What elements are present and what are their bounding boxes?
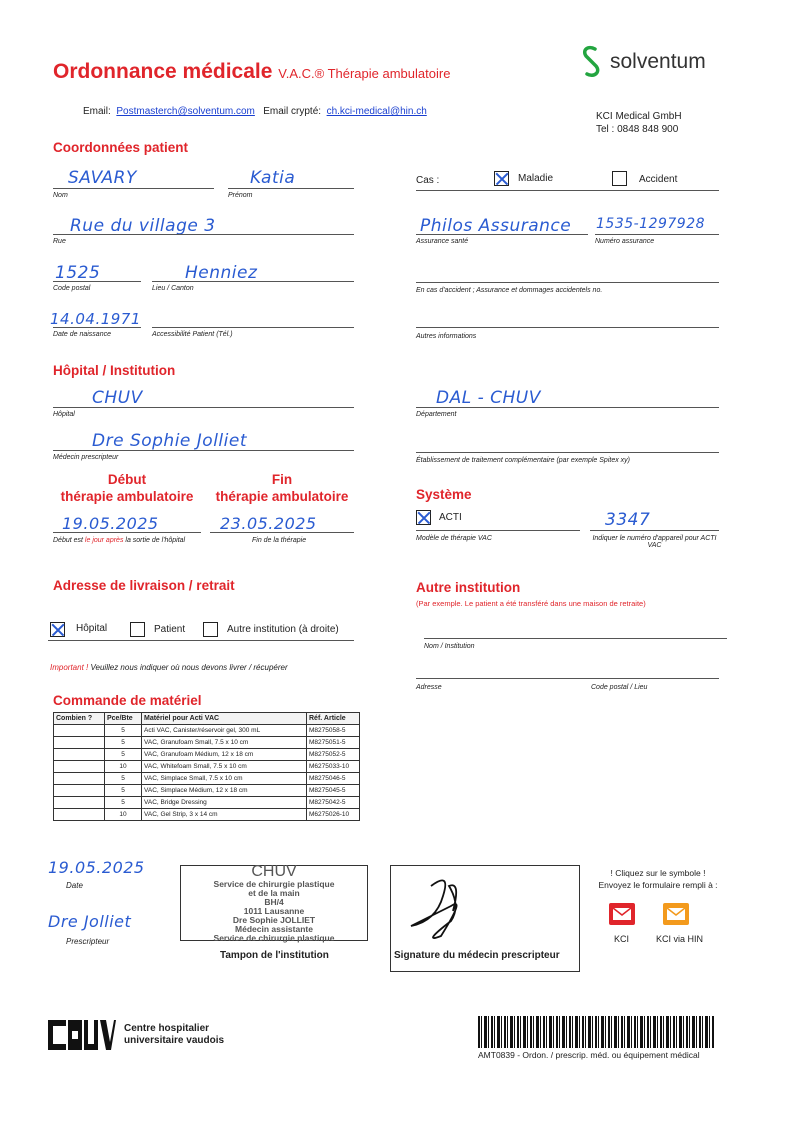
ref-cell: M8275046-5 bbox=[307, 773, 360, 785]
materiel-row bbox=[54, 749, 360, 761]
maladie-checkbox[interactable] bbox=[494, 171, 509, 186]
materiel-cell: VAC, Simplace Médium, 12 x 18 cm bbox=[142, 785, 307, 797]
materiel-row bbox=[54, 773, 360, 785]
pce-cell: 5 bbox=[105, 725, 142, 737]
fin-heading-l1: Fin bbox=[271, 472, 293, 487]
barcode bbox=[478, 1016, 714, 1048]
materiel-cell: VAC, Bridge Dressing bbox=[142, 797, 307, 809]
nom-value[interactable]: SAVARY bbox=[68, 168, 137, 188]
materiel-header-row bbox=[54, 713, 360, 725]
col-combien: Combien ? bbox=[54, 713, 105, 725]
prenom-value[interactable]: Katia bbox=[250, 168, 296, 188]
medecin-value[interactable]: Dre Sophie Jolliet bbox=[92, 431, 247, 451]
acti-label: ACTI bbox=[439, 512, 462, 523]
qty-cell[interactable] bbox=[54, 749, 105, 761]
materiel-table bbox=[53, 712, 360, 821]
rue-label: Rue bbox=[53, 238, 66, 245]
autre-inst-sub: (Par exemple. Le patient a été transféré dans une maison de retraite) bbox=[416, 599, 646, 608]
modele-label: Modèle de thérapie VAC bbox=[416, 535, 492, 542]
form-subtitle: V.A.C.® Thérapie ambulatoire bbox=[278, 66, 451, 81]
prenom-line bbox=[228, 188, 354, 189]
materiel-row bbox=[54, 737, 360, 749]
debut-note bbox=[53, 537, 185, 544]
send-instructions bbox=[592, 867, 724, 891]
stamp-line: CHUV bbox=[251, 863, 297, 880]
autre-inst-nom-label: Nom / Institution bbox=[424, 643, 475, 650]
autre-inst-adresse-label: Adresse bbox=[416, 684, 442, 691]
email-link[interactable]: Postmasterch@solventum.com bbox=[116, 106, 255, 117]
solventum-logo bbox=[578, 44, 706, 80]
materiel-cell: VAC, Simplace Small, 7.5 x 10 cm bbox=[142, 773, 307, 785]
assurance-value[interactable]: Philos Assurance bbox=[420, 216, 572, 236]
ref-cell: M6275033-10 bbox=[307, 761, 360, 773]
prescripteur-value[interactable]: Dre Jolliet bbox=[48, 912, 132, 931]
autre-inst-code-label: Code postal / Lieu bbox=[591, 684, 648, 691]
kci-label: KCI bbox=[614, 934, 630, 944]
nom-label: Nom bbox=[53, 192, 68, 199]
qty-cell[interactable] bbox=[54, 761, 105, 773]
hopital-heading: Hôpital / Institution bbox=[53, 363, 176, 378]
acti-checkbox[interactable] bbox=[416, 510, 431, 525]
debut-heading-l2: thérapie ambulatoire bbox=[60, 489, 194, 504]
livraison-note-text: Veuillez nous indiquer où nous devons livrer / récupérer bbox=[88, 663, 288, 672]
send-line2: Envoyez le formulaire rempli à : bbox=[598, 880, 718, 890]
livraison-heading: Adresse de livraison / retrait bbox=[53, 578, 235, 593]
livraison-autre-checkbox[interactable] bbox=[203, 622, 218, 637]
debut-heading-l1: Début bbox=[107, 472, 147, 487]
materiel-cell: VAC, Granufoam Médium, 12 x 18 cm bbox=[142, 749, 307, 761]
stamp-line: Service de chirurgie plastique bbox=[213, 879, 335, 889]
form-title bbox=[53, 60, 450, 84]
device-number-line bbox=[590, 530, 719, 531]
qty-cell[interactable] bbox=[54, 797, 105, 809]
access-line bbox=[152, 327, 354, 328]
autre-inst-adresse-line bbox=[416, 678, 719, 679]
autres-label: Autres informations bbox=[416, 333, 477, 340]
email-crypt-link[interactable]: ch.kci-medical@hin.ch bbox=[326, 106, 427, 117]
code-value[interactable]: 1525 bbox=[55, 263, 101, 283]
livraison-patient-label: Patient bbox=[154, 624, 186, 635]
departement-label: Département bbox=[416, 411, 457, 418]
kci-hin-mail-icon[interactable] bbox=[663, 903, 689, 925]
stamp-line: et de la main bbox=[248, 888, 300, 898]
accident-assurance-label: En cas d'accident ; Assurance et dommages accidentels no. bbox=[416, 287, 603, 294]
signature-date-label: Date bbox=[66, 881, 83, 890]
ref-cell: M8275051-5 bbox=[307, 737, 360, 749]
autres-line bbox=[416, 327, 719, 328]
solventum-logo-icon bbox=[578, 44, 604, 80]
naissance-line bbox=[53, 327, 141, 328]
company-tel: Tel : 0848 848 900 bbox=[596, 124, 679, 135]
fin-value[interactable]: 23.05.2025 bbox=[220, 514, 317, 533]
ref-cell: M8275042-5 bbox=[307, 797, 360, 809]
lieu-line bbox=[152, 281, 354, 282]
lieu-label: Lieu / Canton bbox=[152, 285, 194, 292]
departement-line bbox=[416, 407, 719, 408]
rue-value[interactable]: Rue du village 3 bbox=[70, 216, 216, 236]
pce-cell: 5 bbox=[105, 785, 142, 797]
livraison-line bbox=[48, 640, 354, 641]
signature-date-value[interactable]: 19.05.2025 bbox=[48, 858, 145, 877]
stamp-line: 1011 Lausanne bbox=[243, 906, 305, 916]
debut-heading bbox=[53, 471, 201, 505]
lieu-value[interactable]: Henniez bbox=[185, 263, 258, 283]
materiel-row bbox=[54, 797, 360, 809]
departement-value[interactable]: DAL - CHUV bbox=[436, 388, 541, 408]
materiel-heading: Commande de matériel bbox=[53, 693, 202, 708]
important-label: Important ! bbox=[50, 663, 89, 672]
fin-heading bbox=[210, 471, 354, 505]
accident-label: Accident bbox=[639, 174, 678, 185]
qty-cell[interactable] bbox=[54, 785, 105, 797]
nom-line bbox=[53, 188, 214, 189]
autre-inst-nom-line bbox=[424, 638, 727, 639]
medecin-line bbox=[53, 450, 354, 451]
fin-label: Fin de la thérapie bbox=[252, 537, 307, 544]
accident-checkbox[interactable] bbox=[612, 171, 627, 186]
materiel-cell: VAC, Granufoam Small, 7.5 x 10 cm bbox=[142, 737, 307, 749]
modele-line bbox=[416, 530, 580, 531]
materiel-row bbox=[54, 761, 360, 773]
ref-cell: M6275026-10 bbox=[307, 809, 360, 821]
pce-cell: 5 bbox=[105, 773, 142, 785]
fin-line bbox=[210, 532, 354, 533]
chuv-logo-icon bbox=[48, 1018, 116, 1052]
livraison-hopital-checkbox[interactable] bbox=[50, 622, 65, 637]
pce-cell: 10 bbox=[105, 809, 142, 821]
send-line1: ! Cliquez sur le symbole ! bbox=[610, 868, 706, 878]
col-pce: Pce/Bte bbox=[105, 713, 142, 725]
stamp-line: Service de chirurgie plastique bbox=[213, 933, 335, 943]
debut-value[interactable]: 19.05.2025 bbox=[62, 514, 159, 533]
debut-note-b: le jour après bbox=[84, 537, 124, 544]
qty-cell[interactable] bbox=[54, 773, 105, 785]
chuv-name-l1: Centre hospitalier bbox=[124, 1023, 210, 1034]
hopital-line bbox=[53, 407, 354, 408]
brand-name: solventum bbox=[610, 50, 706, 73]
col-materiel: Matériel pour Acti VAC bbox=[142, 713, 307, 725]
chuv-name-l2: universitaire vaudois bbox=[124, 1035, 225, 1046]
numero-assurance-line bbox=[595, 234, 719, 235]
materiel-row bbox=[54, 725, 360, 737]
stamp-line: BH/4 bbox=[264, 897, 284, 907]
ref-cell: M8275045-5 bbox=[307, 785, 360, 797]
maladie-label: Maladie bbox=[518, 173, 554, 184]
fin-heading-l2: thérapie ambulatoire bbox=[215, 489, 349, 504]
medecin-label: Médecin prescripteur bbox=[53, 454, 119, 461]
pce-cell: 5 bbox=[105, 737, 142, 749]
pce-cell: 5 bbox=[105, 797, 142, 809]
qty-cell[interactable] bbox=[54, 809, 105, 821]
access-label: Accessibilité Patient (Tél.) bbox=[152, 331, 233, 338]
chuv-name bbox=[124, 1023, 224, 1047]
form-title-main: Ordonnance médicale bbox=[53, 60, 273, 83]
col-ref: Réf. Article bbox=[307, 713, 360, 725]
kci-hin-label: KCI via HIN bbox=[656, 934, 704, 944]
email-label: Email: bbox=[83, 106, 111, 117]
kci-mail-icon[interactable] bbox=[609, 903, 635, 925]
livraison-note bbox=[50, 663, 288, 672]
prescripteur-label: Prescripteur bbox=[66, 937, 110, 946]
signature-label: Signature du médecin prescripteur bbox=[394, 950, 560, 961]
company-info bbox=[596, 110, 682, 136]
stamp-text bbox=[181, 863, 367, 943]
device-number-value[interactable]: 3347 bbox=[605, 510, 651, 530]
ref-cell: M8275052-5 bbox=[307, 749, 360, 761]
numero-assurance-value[interactable]: 1535-1297928 bbox=[596, 216, 706, 232]
qty-cell[interactable] bbox=[54, 737, 105, 749]
systeme-heading: Système bbox=[416, 487, 472, 502]
device-number-label: Indiquer le numéro d'appareil pour ACTI VAC bbox=[592, 535, 717, 549]
code-line bbox=[53, 281, 141, 282]
naissance-label: Date de naissance bbox=[53, 331, 111, 338]
livraison-patient-checkbox[interactable] bbox=[130, 622, 145, 637]
ref-cell: M8275058-5 bbox=[307, 725, 360, 737]
stamp-line: Médecin assistante bbox=[235, 924, 313, 934]
patient-heading: Coordonnées patient bbox=[53, 140, 189, 155]
pce-cell: 5 bbox=[105, 749, 142, 761]
etablissement-label: Établissement de traitement complémentaire (par exemple Spitex xy) bbox=[416, 457, 630, 464]
stamp-line: Dre Sophie JOLLIET bbox=[232, 915, 316, 925]
livraison-autre-label: Autre institution (à droite) bbox=[227, 624, 339, 635]
chuv-logo bbox=[48, 1018, 116, 1052]
materiel-cell: VAC, Whitefoam Small, 7.5 x 10 cm bbox=[142, 761, 307, 773]
assurance-label: Assurance santé bbox=[416, 238, 469, 245]
institution-stamp-box[interactable] bbox=[180, 865, 368, 941]
accident-assurance-line bbox=[416, 282, 719, 283]
etablissement-line bbox=[416, 452, 719, 453]
email-line bbox=[83, 106, 427, 117]
tampon-label: Tampon de l'institution bbox=[220, 950, 329, 961]
naissance-value[interactable]: 14.04.1971 bbox=[50, 310, 141, 328]
debut-note-a: Début est bbox=[53, 537, 85, 544]
signature-scribble-icon bbox=[391, 866, 579, 946]
prenom-label: Prénom bbox=[228, 192, 253, 199]
numero-assurance-label: Numéro assurance bbox=[595, 238, 655, 245]
debut-note-c: la sortie de l'hôpital bbox=[123, 537, 186, 544]
qty-cell[interactable] bbox=[54, 725, 105, 737]
assurance-line bbox=[416, 234, 588, 235]
cas-line bbox=[416, 190, 719, 191]
materiel-cell: Acti VAC, Canister/réservoir gel, 300 mL bbox=[142, 725, 307, 737]
pce-cell: 10 bbox=[105, 761, 142, 773]
materiel-row bbox=[54, 785, 360, 797]
hopital-label: Hôpital bbox=[53, 411, 75, 418]
debut-line bbox=[53, 532, 201, 533]
code-label: Code postal bbox=[53, 285, 91, 292]
autre-inst-heading: Autre institution bbox=[416, 580, 521, 595]
hopital-value[interactable]: CHUV bbox=[92, 388, 143, 408]
materiel-row bbox=[54, 809, 360, 821]
email-crypt-label: Email crypté: bbox=[263, 106, 322, 117]
cas-label: Cas : bbox=[416, 175, 440, 186]
livraison-hopital-label: Hôpital bbox=[76, 623, 108, 634]
form-reference: AMT0839 - Ordon. / prescrip. méd. ou équipement médical bbox=[478, 1050, 700, 1060]
company-name: KCI Medical GmbH bbox=[596, 111, 682, 122]
rue-line bbox=[53, 234, 354, 235]
materiel-cell: VAC, Gel Strip, 3 x 14 cm bbox=[142, 809, 307, 821]
